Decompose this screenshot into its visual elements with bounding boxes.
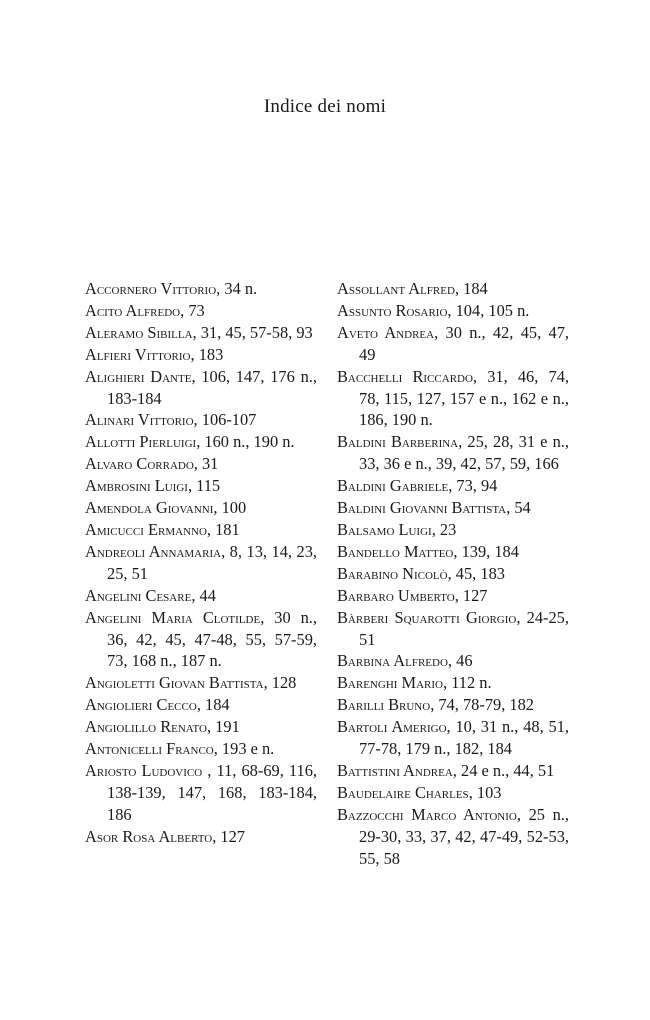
index-entry (85, 738, 317, 760)
index-entry (85, 694, 317, 716)
index-entry-name: Barabino Nicolò (337, 563, 448, 583)
index-entry (85, 541, 317, 585)
index-entry-pages: , 184 (196, 695, 230, 715)
index-entry-pages: , 8, 13, 14, 23, 25, 51 (107, 541, 317, 583)
index-entry-pages: , 31, 45, 57-58, 93 (192, 322, 313, 342)
index-entry (337, 300, 569, 322)
index-entry (85, 826, 317, 848)
index-entry (337, 782, 569, 804)
index-entry (85, 453, 317, 475)
index-entry-name: Baldini Barberina (337, 432, 459, 452)
index-entry (337, 672, 569, 694)
index-entry-name: Angiolillo Renato (85, 717, 207, 737)
index-entry (85, 475, 317, 497)
index-entry-name: Amicucci Ermanno (85, 519, 207, 539)
index-entry-pages: , 112 n. (443, 673, 492, 693)
index-entry (337, 541, 569, 563)
index-entry-pages: , 74, 78-79, 182 (430, 695, 534, 715)
index-entry-pages: , 183 (190, 344, 224, 364)
index-entry-pages: , 160 n., 190 n. (196, 432, 295, 452)
index-entry (85, 519, 317, 541)
index-entry (337, 497, 569, 519)
page-title: Indice dei nomi (263, 96, 387, 117)
index-entry (337, 475, 569, 497)
index-entry-pages: , 115 (187, 476, 221, 496)
index-entry (337, 278, 569, 300)
index-entry-name: Baldini Giovanni Battista (337, 498, 507, 518)
index-entry-pages: , 193 e n. (213, 739, 275, 759)
index-entry-pages: , 24-25, 51 (359, 607, 569, 649)
index-entry-pages: , 106, 147, 176 n., 183-184 (107, 366, 317, 408)
index-entry (337, 804, 569, 870)
index-entry (85, 278, 317, 300)
index-entry (337, 760, 569, 782)
index-entry (85, 322, 317, 344)
index-entry-name: Andreoli Annamaria (85, 541, 222, 561)
index-entry (85, 607, 317, 673)
index-entry-pages: , 30 n., 36, 42, 45, 47-48, 55, 57-59, 73, 168 n., 187 n. (107, 607, 317, 671)
index-column-right (337, 278, 569, 869)
index-entry-name: Alvaro Corrado (85, 454, 194, 474)
index-entry-pages: , 191 (206, 717, 240, 737)
index-entry-name: Assunto Rosario (337, 300, 448, 320)
index-entry-name: Angioletti Giovan Battista (85, 673, 264, 693)
index-entry-name: Ambrosini Luigi (85, 476, 188, 496)
index-entry-pages: , 127 (212, 826, 245, 846)
index-entry (85, 672, 317, 694)
index-entry-name: Angelini Maria Clotilde (85, 607, 261, 627)
index-entry-name: Asor Rosa Alberto (85, 826, 213, 846)
index-entry-pages: , 46 (447, 651, 473, 671)
index-entry-name: Baudelaire Charles (337, 782, 469, 802)
index-entry-name: Barbaro Umberto (337, 585, 455, 605)
index-entry-pages: , 100 (213, 498, 247, 518)
index-entry-name: Aleramo Sibilla (85, 322, 193, 342)
index-entry (85, 409, 317, 431)
index-entry-name: Ariosto Ludovico (85, 760, 203, 780)
index-entry (337, 431, 569, 475)
index-entry (337, 650, 569, 672)
index-entry-pages: , 25, 28, 31 e n., 33, 36 e n., 39, 42, 57, 59, 166 (359, 432, 569, 474)
index-entry-pages: , 30 n., 42, 45, 47, 49 (359, 322, 569, 364)
index-entry-pages: , 184 (454, 279, 488, 298)
index-entry-pages: , 54 (506, 498, 531, 518)
index-entry-pages: , 139, 184 (453, 541, 519, 561)
index-entry-name: Accornero Vittorio (85, 279, 217, 298)
index-entry-name: Barenghi Mario (337, 673, 443, 693)
index-entry-pages: , 128 (263, 673, 297, 693)
index-entry (337, 366, 569, 432)
index-entry-pages: , 106-107 (193, 410, 257, 430)
index-entry-name: Angelini Cesare (85, 585, 192, 605)
index-entry-pages: , 73, 94 (448, 476, 498, 496)
index-entry-pages: , 11, 68-69, 116, 138-139, 147, 168, 183-184, 186 (107, 760, 317, 824)
index-entry-pages: , 31, 46, 74, 78, 115, 127, 157 e n., 162 e n., 186, 190 n. (359, 366, 569, 430)
index-entry-name: Bartoli Amerigo (337, 717, 447, 737)
index-entry-pages: , 34 n. (216, 279, 258, 298)
index-entry-pages: , 103 (468, 782, 502, 802)
index-entry (337, 607, 569, 651)
index-entry-name: Balsamo Luigi (337, 519, 432, 539)
index-entry (337, 563, 569, 585)
index-entry-name: Aveto Andrea (337, 322, 435, 342)
index-entry-pages: , 25 n., 29-30, 33, 37, 42, 47-49, 52-53, 55, 58 (359, 804, 569, 868)
index-entry-name: Alighieri Dante (85, 366, 192, 386)
index-column-left (85, 278, 317, 848)
index-entry-name: Barbina Alfredo (337, 651, 448, 671)
index-entry (85, 431, 317, 453)
index-entry (85, 716, 317, 738)
index-entry (337, 694, 569, 716)
index-entry-name: Battistini Andrea (337, 760, 453, 780)
index-entry-name: Bazzocchi Marco Antonio (337, 804, 517, 824)
index-entry-pages: , 127 (454, 585, 488, 605)
index-entry-name: Allotti Pierluigi (85, 432, 197, 452)
index-entry-pages: , 73 (180, 300, 205, 320)
index-entry-name: Bandello Matteo (337, 541, 454, 561)
index-entry-pages: , 24 e n., 44, 51 (452, 760, 555, 780)
index-entry-name: Assollant Alfred (337, 279, 455, 298)
index-entry-name: Alfieri Vittorio (85, 344, 191, 364)
index-entry-name: Antonicelli Franco (85, 739, 214, 759)
index-entry (85, 344, 317, 366)
index-entry-name: Barilli Bruno (337, 695, 431, 715)
index-entry-name: Angiolieri Cecco (85, 695, 197, 715)
index-entry-name: Amendola Giovanni (85, 498, 214, 518)
index-entry (85, 760, 317, 826)
index-entry-pages: , 181 (206, 519, 240, 539)
index-entry-name: Alinari Vittorio (85, 410, 194, 430)
index-entry (85, 585, 317, 607)
index-entry (85, 366, 317, 410)
index-entry (337, 716, 569, 760)
index-entry (85, 497, 317, 519)
index-entry-name: Acito Alfredo (85, 300, 181, 320)
index-entry (337, 322, 569, 366)
index-entry-name: Baldini Gabriele (337, 476, 449, 496)
index-entry (337, 585, 569, 607)
index-entry-pages: , 104, 105 n. (447, 300, 530, 320)
index-entry-name: Bacchelli Riccardo (337, 366, 473, 386)
index-entry-pages: , 31 (193, 454, 219, 474)
index-entry-name: Bàrberi Squarotti Giorgio (337, 607, 517, 627)
index-entry-pages: , 23 (431, 519, 457, 539)
index-entry-pages: , 45, 183 (447, 563, 505, 583)
index-entry-pages: , 44 (191, 585, 216, 605)
index-entry (337, 519, 569, 541)
index-entry-pages: , 10, 31 n., 48, 51, 77-78, 179 n., 182, 184 (359, 717, 569, 759)
index-entry (85, 300, 317, 322)
